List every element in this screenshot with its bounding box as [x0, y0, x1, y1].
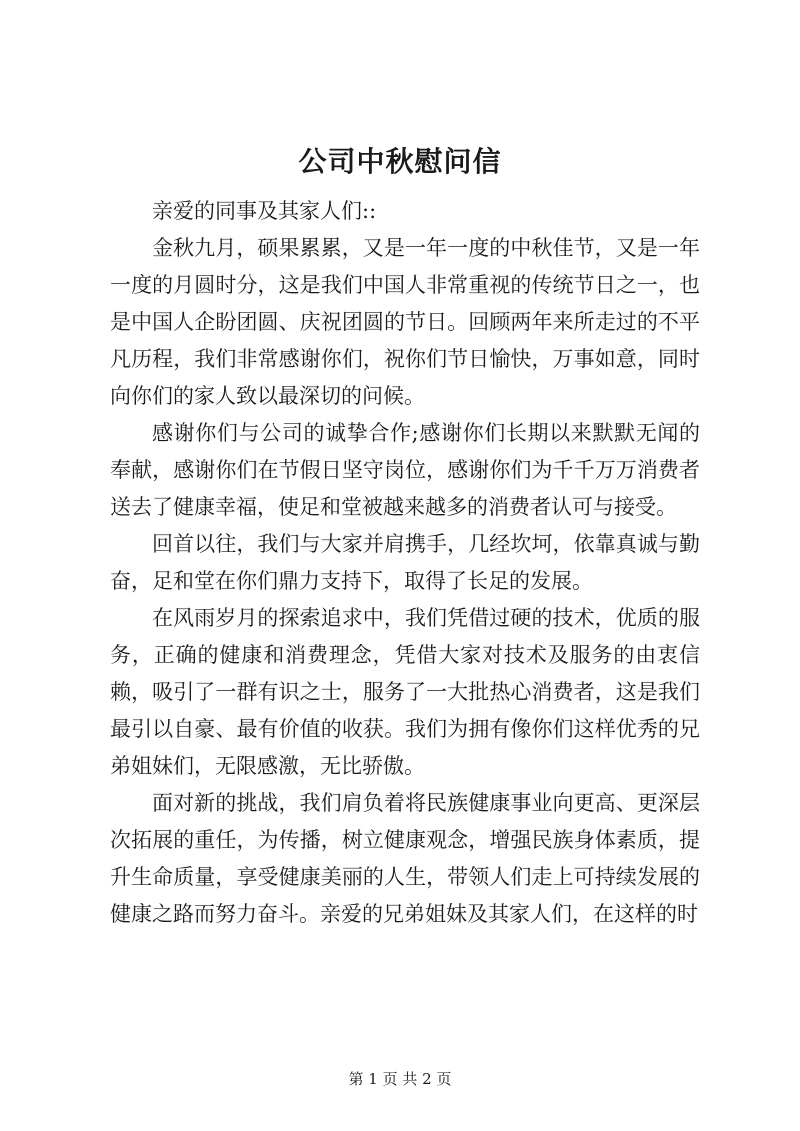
paragraph-5: 面对新的挑战，我们肩负着将民族健康事业向更高、更深层次拓展的重任，为传播，树立健康观念，增强民族身体素质，提升生命质量，享受健康美丽的人生，带领人们走上可持续发展的健康之路而努力奋斗。亲爱的兄弟姐妹及其家人们，在这样的时 [110, 791, 700, 926]
salutation: 亲爱的同事及其家人们:: [152, 199, 377, 223]
paragraph-1: 金秋九月，硕果累累，又是一年一度的中秋佳节，又是一年一度的月圆时分，这是我们中国人非常重视的传统节日之一，也是中国人企盼团圆、庆祝团圆的节日。回顾两年来所走过的不平凡历程，我们非常感谢你们，祝你们节日愉快，万事如意，同时向你们的家人致以最深切的问候。 [110, 236, 700, 408]
paragraph-2: 感谢你们与公司的诚挚合作;感谢你们长期以来默默无闻的奉献，感谢你们在节假日坚守岗位，感谢你们为千千万万消费者送去了健康幸福，使足和堂被越来越多的消费者认可与接受。 [110, 421, 700, 519]
page-footer: 第 1 页 共 2 页 [348, 1070, 452, 1088]
paragraph-3: 回首以往，我们与大家并肩携手，几经坎坷，依靠真诚与勤奋，足和堂在你们鼎力支持下，取得了长足的发展。 [110, 532, 700, 593]
document-title: 公司中秋慰问信 [298, 145, 502, 178]
document-body [110, 193, 700, 933]
paragraph-4: 在风雨岁月的探索追求中，我们凭借过硬的技术，优质的服务，正确的健康和消费理念，凭借大家对技术及服务的由衷信赖，吸引了一群有识之士，服务了一大批热心消费者，这是我们最引以自豪、最有价值的收获。我们为拥有像你们这样优秀的兄弟姐妹们，无限感激，无比骄傲。 [110, 606, 700, 778]
